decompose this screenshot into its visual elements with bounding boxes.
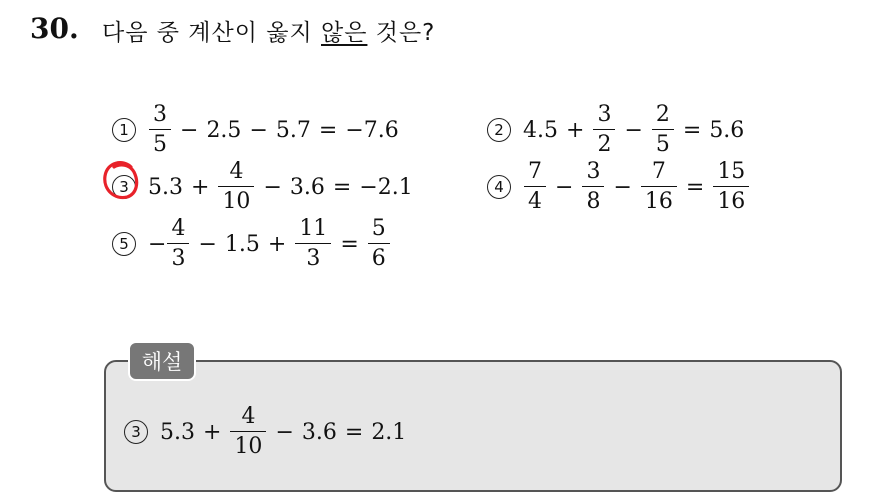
operator: = [682,117,702,143]
numerator: 4 [229,159,244,184]
choice-1[interactable] [112,104,399,156]
operator: + [203,419,222,445]
choice-3[interactable] [112,161,413,213]
term: 2.1 [371,419,407,445]
denominator: 16 [641,186,677,213]
numerator: 7 [528,159,542,184]
denominator: 5 [652,129,674,156]
term: 3.6 [289,174,325,200]
term: 2.5 [206,117,242,143]
choice-number-mark: 1 [112,118,136,142]
denominator: 4 [524,186,546,213]
operator: − [624,117,643,143]
explanation-label: 해설 [128,341,196,381]
fraction [715,161,747,213]
fraction [220,161,252,213]
term: 5.3 [160,419,195,445]
denominator: 10 [218,186,254,213]
denominator: 3 [167,243,189,270]
operator: + [566,117,585,143]
fraction [297,218,329,270]
term: 5.7 [275,117,311,143]
choice-number-mark: 3 [124,420,148,444]
numerator: 11 [299,216,328,241]
choice-number-mark: 3 [112,175,136,199]
question-number: 30. [30,12,79,45]
denominator: 10 [230,431,266,458]
operator: + [191,174,210,200]
term: 5.6 [709,117,745,143]
numerator: 5 [371,216,386,241]
choice-2[interactable] [487,104,744,156]
choice-4[interactable] [487,161,750,213]
term: −2.1 [359,174,413,200]
question-text [102,14,435,47]
choice-number-mark: 4 [487,175,511,199]
numerator: 15 [717,159,746,184]
term: − [148,231,167,257]
question-text-before: 다음 중 계산이 옳지 [102,20,321,46]
fraction [595,104,613,156]
choice-number-mark: 5 [112,232,136,256]
numerator: 3 [597,102,612,127]
denominator: 16 [713,186,749,213]
numerator: 7 [651,159,666,184]
operator: − [198,231,217,257]
operator: = [685,174,705,200]
operator: = [332,174,352,200]
fraction [654,104,672,156]
operator: − [249,117,268,143]
question-text-after: 것은? [367,20,436,46]
operator: − [263,174,282,200]
explanation-equation [124,406,406,458]
term: −7.6 [345,117,399,143]
operator: = [344,419,364,445]
operator: − [180,117,199,143]
operator: + [267,231,287,257]
question-text-underlined: 않은 [321,20,368,46]
numerator: 4 [171,216,186,241]
choice-number-mark: 2 [487,118,511,142]
denominator: 6 [368,243,390,270]
fraction [232,406,264,458]
fraction [151,104,169,156]
term: 5.3 [148,174,183,200]
answer-circle-mark [101,158,141,202]
operator: = [340,231,359,257]
operator: = [318,117,338,143]
numerator: 2 [655,102,670,127]
operator: − [555,174,574,200]
denominator: 2 [593,129,615,156]
term: 1.5 [224,231,260,257]
operator: − [275,419,294,445]
fraction [584,161,602,213]
denominator: 3 [295,243,331,270]
numerator: 4 [241,404,256,429]
operator: − [613,174,632,200]
fraction [643,161,675,213]
fraction [526,161,544,213]
numerator: 3 [153,102,167,127]
denominator: 8 [582,186,604,213]
term: 3.6 [301,419,337,445]
denominator: 5 [149,129,171,156]
fraction [169,218,187,270]
numerator: 3 [586,159,601,184]
term: 4.5 [523,117,558,143]
choice-5[interactable] [112,218,391,270]
fraction [370,218,388,270]
